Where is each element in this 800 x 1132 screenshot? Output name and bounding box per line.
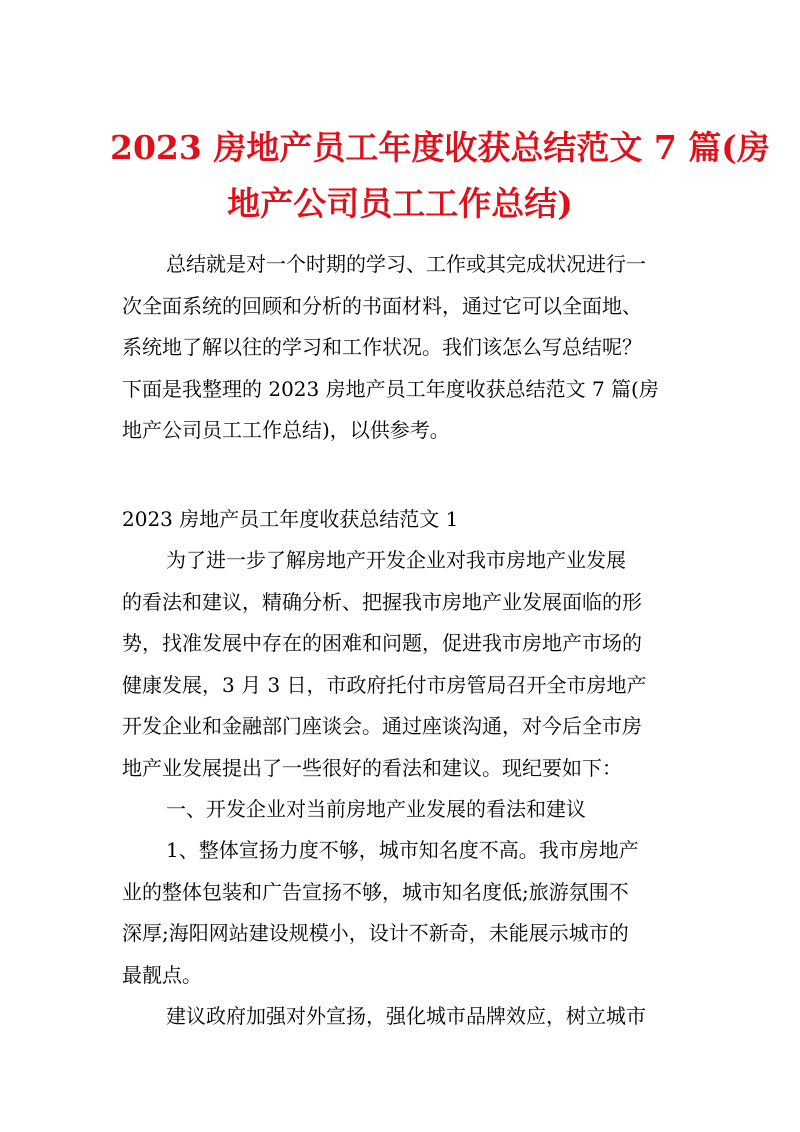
text-line: 健康发展，3 月 3 日，市政府托付市房管局召开全市房地产	[122, 672, 647, 697]
text-line: 总结就是对一个时期的学习、工作或其完成状况进行一	[166, 252, 646, 276]
text-line: 开发企业和金融部门座谈会。通过座谈沟通，对今后全市房	[122, 714, 642, 738]
paragraph-suggestion	[122, 996, 682, 1038]
subheading	[122, 789, 682, 831]
text-line: 2023 房地产员工年度收获总结范文 1	[122, 507, 459, 531]
text-line: 为了进一步了解房地产开发企业对我市房地产业发展	[166, 548, 626, 572]
text-line: 地产公司员工工作总结)，以供参考。	[122, 418, 450, 442]
text-line: 系统地了解以往的学习和工作状况。我们该怎么写总结呢？	[122, 335, 642, 359]
text-line: 的看法和建议，精确分析、把握我市房地产业发展面临的形	[122, 589, 642, 614]
text-line: 下面是我整理的 2023 房地产员工年度收获总结范文 7 篇(房	[122, 376, 659, 401]
intro-paragraph	[122, 244, 682, 452]
text-line: 势，找准发展中存在的困难和问题，促进我市房地产市场的	[122, 631, 642, 655]
title-line: 2023 房地产员工年度收获总结范文 7 篇(房	[110, 128, 770, 167]
text-line: 地产业发展提出了一些很好的看法和建议。现纪要如下：	[122, 755, 622, 780]
document-title	[110, 120, 770, 232]
section-heading	[122, 499, 682, 541]
text-line: 1、整体宣扬力度不够，城市知名度不高。我市房地产	[166, 838, 639, 862]
text-line: 最靓点。	[122, 962, 202, 987]
text-line: 深厚;海阳网站建设规模小，设计不新奇，未能展示城市的	[122, 921, 629, 945]
paragraph-background	[122, 540, 682, 789]
text-line: 建议政府加强对外宣扬，强化城市品牌效应，树立城市	[166, 1004, 646, 1028]
text-line: 一、开发企业对当前房地产业发展的看法和建议	[166, 797, 586, 821]
text-line: 业的整体包装和广告宣扬不够，城市知名度低;旅游氛围不	[122, 879, 629, 904]
text-line: 次全面系统的回顾和分析的书面材料，通过它可以全面地、	[122, 293, 642, 318]
paragraph-point-1	[122, 830, 682, 996]
title-line: 地产公司员工工作总结)	[227, 184, 573, 223]
